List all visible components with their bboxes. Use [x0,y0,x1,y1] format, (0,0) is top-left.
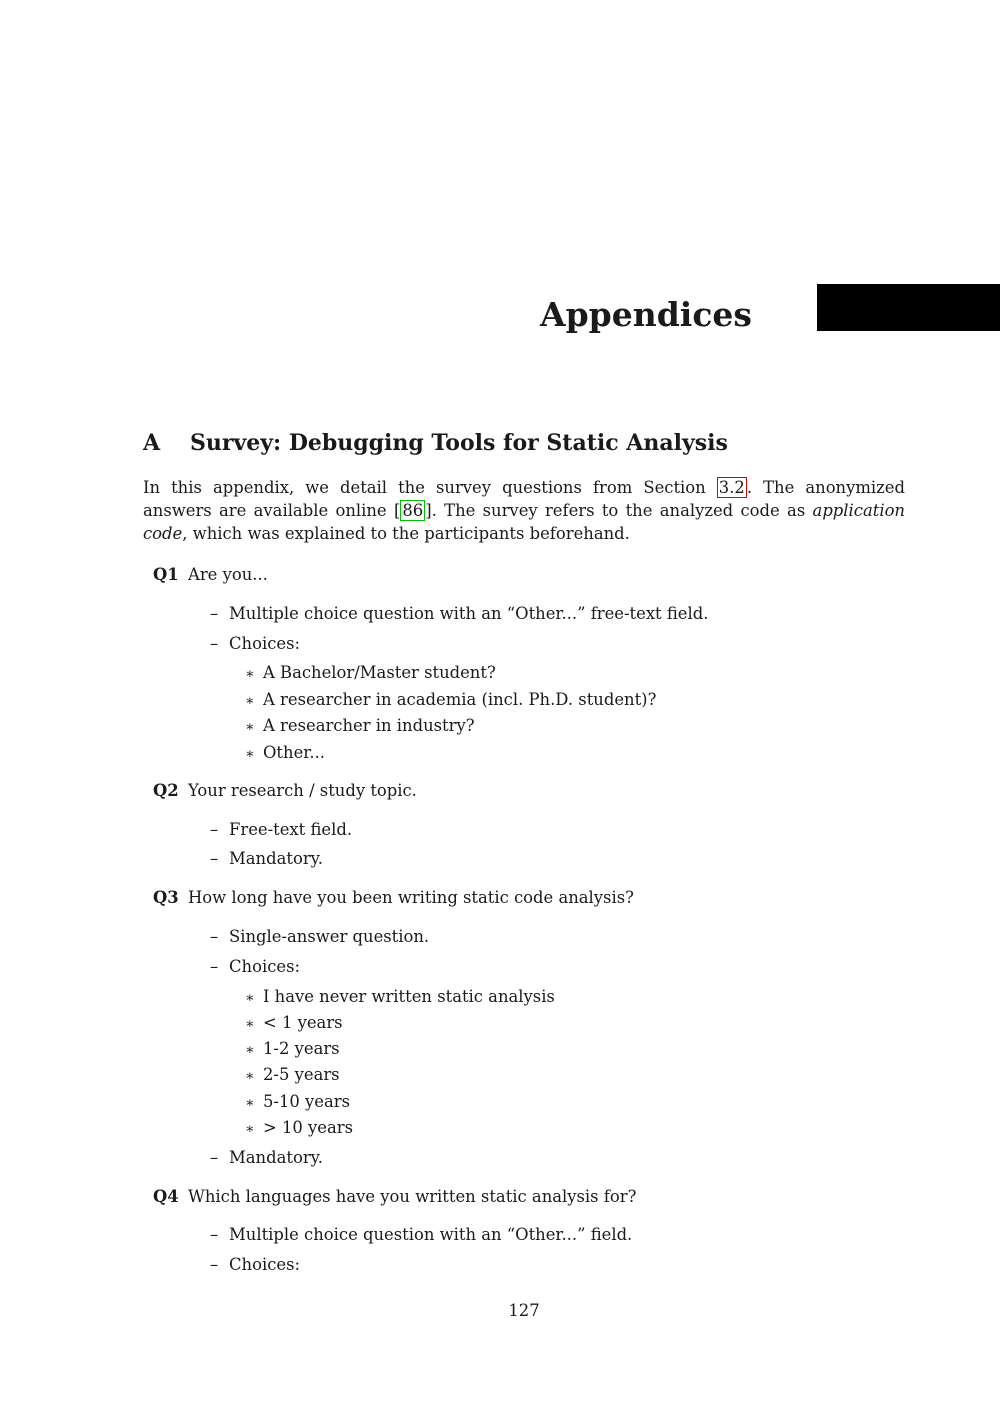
choice-item [245,1039,340,1060]
page-number: 127 [508,1301,540,1320]
list-item [210,1225,632,1245]
star-marker: ∗ [245,1068,255,1084]
list-item-text: Choices: [229,634,301,653]
dash-marker: – [210,820,219,839]
intro-emphasis: application code [143,501,905,543]
choice-item [245,1013,343,1034]
star-marker: ∗ [245,719,255,735]
dash-marker: – [210,849,219,868]
choice-text: A researcher in industry? [263,716,475,735]
dash-marker: – [210,604,219,623]
choice-text: 2-5 years [263,1065,340,1084]
dash-marker: – [210,957,219,976]
intro-paragraph: In this appendix, we detail the survey questions from Section 3.2 . The anonymized answers are available online [ 86 ]. The survey refers to the analyzed code as application code, which was explained to the participants beforehand. [143,478,905,543]
choice-item [245,690,656,711]
choice-item [245,716,475,737]
list-item-text: Choices: [229,1255,301,1274]
choice-text: I have never written static analysis [263,987,555,1006]
section-title: Survey: Debugging Tools for Static Analysis [190,430,728,456]
list-item-text: Multiple choice question with an “Other...” free-text field. [229,604,709,623]
choice-text: A Bachelor/Master student? [263,663,496,682]
list-item [210,634,300,654]
star-marker: ∗ [245,1016,255,1032]
dash-marker: – [210,1255,219,1274]
star-marker: ∗ [245,693,255,709]
question-number: Q1 [153,565,179,584]
choice-text: < 1 years [263,1013,343,1032]
list-item-text: Free-text field. [229,820,353,839]
list-item [210,849,323,869]
star-marker: ∗ [245,1042,255,1058]
dash-marker: – [210,634,219,653]
choice-item [245,663,496,684]
list-item-text: Mandatory. [229,849,323,868]
choice-text: A researcher in academia (incl. Ph.D. student)? [263,690,657,709]
star-marker: ∗ [245,990,255,1006]
choice-text: Other... [263,743,325,762]
dash-marker: – [210,927,219,946]
question-q3 [153,888,634,908]
choice-text: > 10 years [263,1118,353,1137]
question-number: Q2 [153,781,179,800]
question-text: How long have you been writing static code analysis? [188,888,634,907]
list-item [210,1255,300,1275]
star-marker: ∗ [245,746,255,762]
choice-item [245,743,325,764]
question-q2 [153,781,417,801]
star-marker: ∗ [245,666,255,682]
star-marker: ∗ [245,1095,255,1111]
choice-text: 1-2 years [263,1039,340,1058]
intro-text-3: . The survey refers to the analyzed code as [431,501,813,520]
choice-text: 5-10 years [263,1092,351,1111]
question-q4 [153,1187,636,1207]
question-text: Which languages have you written static analysis for? [188,1187,637,1206]
section-heading [143,430,728,456]
chapter-tab-bar [817,284,1000,331]
list-item [210,1148,323,1168]
list-item [210,604,708,624]
question-number: Q3 [153,888,179,907]
list-item-text: Multiple choice question with an “Other...” field. [229,1225,633,1244]
list-item [210,820,352,840]
list-item-text: Choices: [229,957,301,976]
choice-item [245,1118,353,1139]
question-number: Q4 [153,1187,179,1206]
dash-marker: – [210,1225,219,1244]
choice-item [245,1092,350,1113]
section-ref-link[interactable]: 3.2 [718,478,745,497]
question-q1 [153,565,268,585]
choice-item [245,987,555,1008]
choice-item [245,1065,340,1086]
section-number: A [143,430,161,456]
question-text: Are you... [188,565,268,584]
chapter-title: Appendices [539,295,752,334]
star-marker: ∗ [245,1121,255,1137]
list-item [210,957,300,977]
citation-link[interactable]: 86 [402,501,424,520]
question-text: Your research / study topic. [188,781,417,800]
list-item-text: Mandatory. [229,1148,323,1167]
intro-text-4: , which was explained to the participants beforehand. [182,524,630,543]
list-item-text: Single-answer question. [229,927,430,946]
list-item [210,927,429,947]
intro-text-1: In this appendix, we detail the survey questions from Section [143,478,717,497]
dash-marker: – [210,1148,219,1167]
intro-text-2: . The anonymized answers are available online [143,478,905,520]
